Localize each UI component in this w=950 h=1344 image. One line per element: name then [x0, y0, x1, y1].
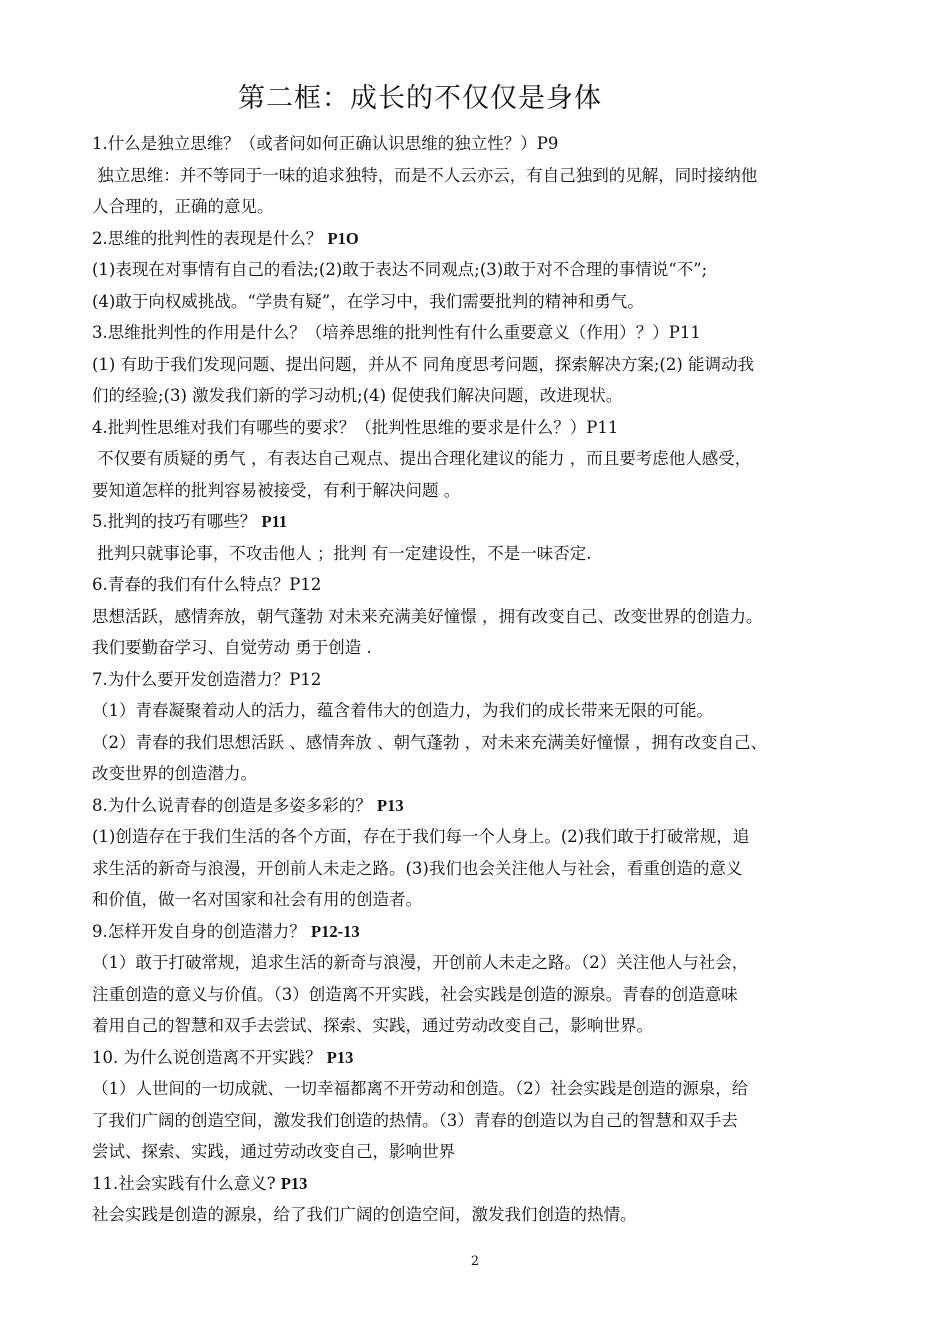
- page-number: 2: [470, 1254, 480, 1269]
- answer-line: （1）青春凝聚着动人的活力，蕴含着伟大的创造力，为我们的成长带来无限的可能。: [92, 701, 713, 720]
- question-text: 11.社会实践有什么意义?: [92, 1173, 276, 1193]
- answer-line: 求生活的新奇与浪漫，开创前人未走之路。(3)我们也会关注他人与社会，看重创造的意义: [92, 858, 743, 878]
- question-line: [92, 1042, 872, 1074]
- question-text: 7.为什么要开发创造潜力？P12: [92, 669, 322, 689]
- question-text: 4.批判性思维对我们有哪些的要求？（批判性思维的要求是什么？）P11: [92, 417, 619, 437]
- answer-line: (1) 有助于我们发现问题、提出问题，并从不 同角度思考问题，探索解决方案;(2) 能调动我: [92, 354, 755, 374]
- page-reference: P1O: [327, 228, 359, 248]
- answer-line: 了我们广阔的创造空间，激发我们创造的热情。（3）青春的创造以为自己的智慧和双手去: [92, 1110, 738, 1130]
- document-body: [92, 128, 872, 1231]
- question-line: [92, 412, 872, 444]
- question-text: 9.怎样开发自身的创造潜力？: [92, 921, 306, 941]
- question-line: [92, 128, 872, 160]
- answer-line: 批判只就事论事，不攻击他人 ；批判 有一定建设性，不是一味否定.: [92, 543, 592, 563]
- answer-line: 注重创造的意义与价值。（3）创造离不开实践，社会实践是创造的源泉。青春的创造意味: [92, 984, 738, 1004]
- answer-line: （1）人世间的一切成就、一切幸福都离不开劳动和创造。（2）社会实践是创造的源泉，给: [92, 1079, 749, 1098]
- page-title: 第二框：成长的不仅仅是身体: [238, 83, 602, 114]
- question-text: 10. 为什么说创造离不开实践？: [92, 1047, 322, 1067]
- question-text: 6.青春的我们有什么特点？P12: [92, 575, 322, 594]
- answer-line: 独立思维：并不等同于一味的追求独特，而是不人云亦云，有自己独到的见解，同时接纳他: [92, 165, 758, 185]
- answer-line: 不仅要有质疑的勇气 ，有表达自己观点、提出合理化建议的能力 ，而且要考虑他人感受，: [92, 449, 752, 468]
- question-text: 1.什么是独立思维？（或者问如何正确认识思维的独立性？）P9: [92, 134, 559, 153]
- question-text: 5.批判的技巧有哪些？: [92, 512, 257, 531]
- question-text: 2.思维的批判性的表现是什么？: [92, 228, 323, 248]
- page-reference: P12-13: [311, 921, 360, 941]
- answer-line: 思想活跃，感情奔放，朝气蓬勃 对未来充满美好憧憬 ，拥有改变自己、改变世界的创造力。: [92, 606, 763, 626]
- answer-line: (1)表现在对事情有自己的看法;(2)敢于表达不同观点;(3)敢于对不合理的事情说“不”;: [92, 260, 708, 279]
- answer-line: 尝试、探索、实践，通过劳动改变自己，影响世界: [92, 1142, 455, 1161]
- question-line: [92, 223, 872, 255]
- page-reference: P13: [326, 1047, 354, 1067]
- question-text: 3.思维批判性的作用是什么？（培养思维的批判性有什么重要意义（作用）？）P11: [92, 323, 701, 342]
- question-line: [92, 1168, 872, 1200]
- answer-line: 我们要勤奋学习、自觉劳动 勇于创造 .: [92, 638, 372, 657]
- answer-line: (4)敢于向权威挑战。“学贵有疑”，在学习中，我们需要批判的精神和勇气。: [92, 291, 644, 311]
- answer-line: 们的经验;(3) 激发我们新的学习动机;(4) 促使我们解决问题，改进现状。: [92, 386, 623, 405]
- question-line: [92, 506, 872, 538]
- answer-line: 要知道怎样的批判容易被接受，有利于解决问题 。: [92, 480, 461, 500]
- answer-line: 和价值，做一名对国家和社会有用的创造者。: [92, 890, 422, 909]
- answer-line: （1）敢于打破常规，追求生活的新奇与浪漫，开创前人未走之路。（2）关注他人与社会，: [92, 953, 749, 972]
- page-reference: P11: [261, 512, 288, 531]
- question-text: 8.为什么说青春的创造是多姿多彩的？: [92, 795, 372, 815]
- question-line: [92, 916, 872, 948]
- answer-line: 社会实践是创造的源泉，给了我们广阔的创造空间，激发我们创造的热情。: [92, 1205, 637, 1224]
- question-line: [92, 790, 872, 822]
- page-reference: P13: [377, 795, 404, 815]
- answer-line: (1)创造存在于我们生活的各个方面，存在于我们每一个人身上。(2)我们敢于打破常规，追: [92, 827, 750, 846]
- question-line: [92, 664, 872, 696]
- page-reference: P13: [280, 1173, 308, 1193]
- answer-line: 着用自己的智慧和双手去尝试、探索、实践，通过劳动改变自己，影响世界。: [92, 1016, 653, 1035]
- question-line: [92, 317, 872, 349]
- answer-line: 人合理的，正确的意见。: [92, 197, 274, 216]
- answer-line: （2）青春的我们思想活跃 、感情奔放 、朝气蓬勃 ，对未来充满美好憧憬 ，拥有改变自己、: [92, 732, 767, 752]
- answer-line: 改变世界的创造潜力。: [92, 764, 257, 783]
- question-line: [92, 569, 872, 601]
